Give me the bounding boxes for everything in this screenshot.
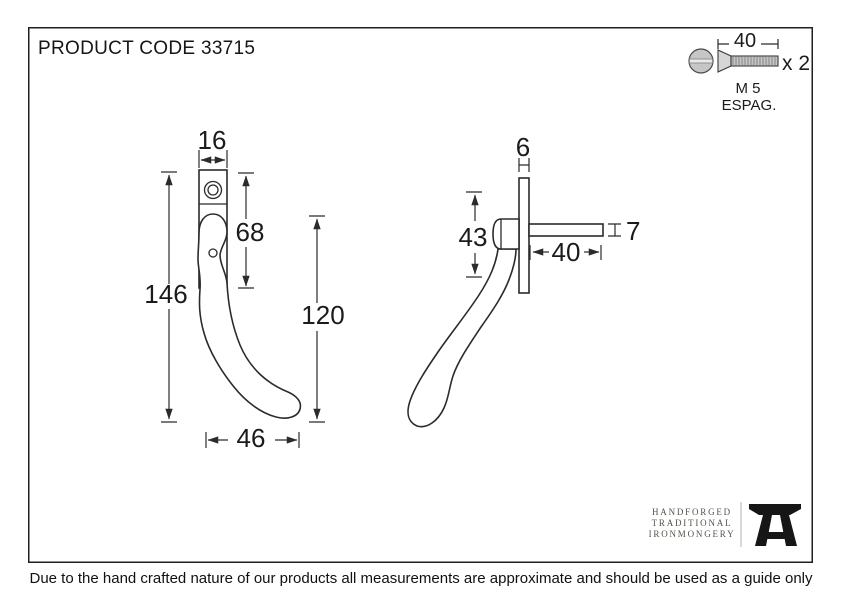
screw-type-label: ESPAG.	[721, 97, 777, 114]
screw-shaft-icon	[731, 56, 778, 66]
dim-43-label: 43	[458, 222, 488, 252]
dim-7-label: 7	[626, 216, 641, 246]
side-view-plate	[519, 178, 529, 293]
brand-logo-group	[649, 502, 801, 547]
logo-text-line2: TRADITIONAL	[651, 518, 733, 528]
product-code-label: PRODUCT CODE 33715	[38, 38, 256, 59]
anvil-logo-icon	[749, 504, 801, 546]
screw-thread-label: M 5	[735, 80, 761, 97]
screw-slot-icon	[690, 59, 713, 63]
dim-screw-length-label: 40	[733, 30, 757, 52]
dim-6-label: 6	[515, 132, 531, 162]
side-view-boss	[493, 219, 519, 249]
dim-7-ticks	[608, 224, 621, 236]
screw-quantity-label: x 2	[782, 52, 811, 75]
disclaimer-text: Due to the hand crafted nature of our products all measurements are approximate and should be used as a guide only	[29, 570, 813, 587]
side-view-spindle	[529, 224, 603, 236]
logo-text-line3: IRONMONGERY	[648, 529, 736, 539]
screw-head-side-icon	[718, 50, 731, 72]
screw-thread-hatch	[733, 57, 775, 65]
dim-40-label: 40	[551, 237, 581, 267]
side-view-group	[408, 132, 640, 427]
logo-text-line1: HANDFORGED	[651, 507, 733, 517]
front-view-group	[144, 125, 344, 453]
dim-16-label: 16	[197, 125, 227, 155]
dim-120-label: 120	[301, 300, 345, 330]
side-view-handle-outline	[408, 249, 516, 427]
dim-146-label: 146	[144, 279, 188, 309]
screw-detail-group	[689, 30, 810, 114]
dim-68-label: 68	[235, 217, 265, 247]
dim-46-label: 46	[236, 423, 266, 453]
